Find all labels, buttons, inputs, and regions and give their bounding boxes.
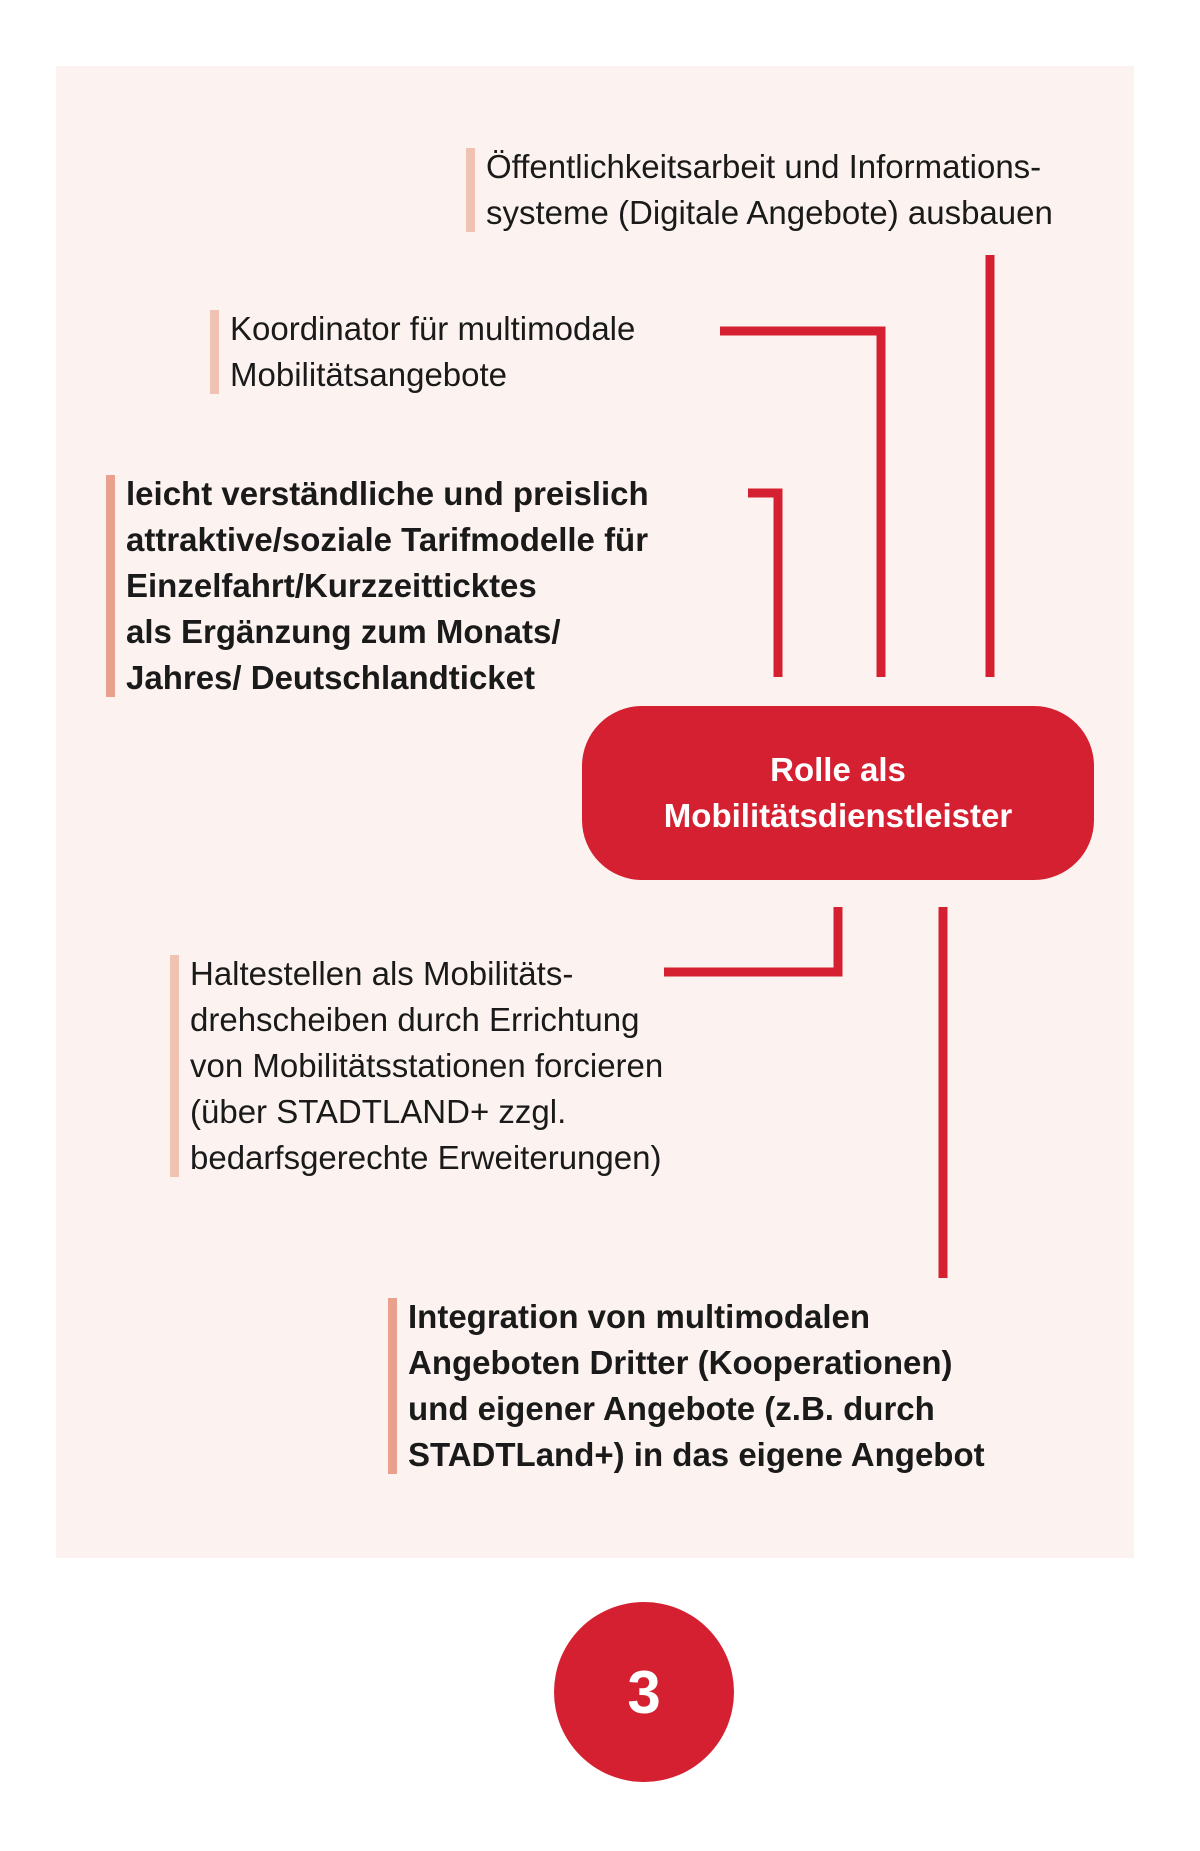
center-node-line: Rolle als	[770, 751, 906, 788]
center-node	[582, 706, 1094, 880]
connector-tarif	[748, 493, 778, 677]
note-bar	[388, 1298, 397, 1474]
note-haltestellen	[190, 951, 663, 1181]
note-line: STADTLand+) in das eigene Angebot	[408, 1436, 985, 1473]
note-line: Öffentlichkeitsarbeit und Informations-	[486, 148, 1042, 185]
note-bar	[466, 148, 475, 232]
note-bar	[210, 310, 219, 394]
note-line: Jahres/ Deutschlandticket	[126, 659, 535, 696]
note-line: drehscheiben durch Errichtung	[190, 1001, 640, 1038]
note-line: Integration von multimodalen	[408, 1298, 871, 1335]
note-line: von Mobilitätsstationen forcieren	[190, 1047, 664, 1084]
number-badge: 3	[554, 1602, 734, 1782]
note-line: Mobilitätsangebote	[230, 356, 508, 393]
note-line: attraktive/soziale Tarifmodelle für	[126, 521, 649, 558]
note-line: Haltestellen als Mobilitäts-	[190, 955, 574, 992]
note-tarifmodelle	[126, 471, 649, 701]
note-line: und eigener Angebote (z.B. durch	[408, 1390, 935, 1427]
connector-haltestellen	[664, 907, 838, 972]
note-oeffentlichkeitsarbeit	[486, 144, 1053, 236]
note-line: bedarfsgerechte Erweiterungen)	[190, 1139, 662, 1176]
connector-koordinator	[720, 331, 881, 677]
note-line: Angeboten Dritter (Kooperationen)	[408, 1344, 953, 1381]
note-line: Koordinator für multimodale	[230, 310, 636, 347]
note-integration	[408, 1294, 985, 1478]
note-koordinator	[230, 306, 635, 398]
note-line: leicht verständliche und preislich	[126, 475, 649, 512]
note-line: als Ergänzung zum Monats/	[126, 613, 561, 650]
note-bar	[170, 955, 179, 1177]
note-line: (über STADTLAND+ zzgl.	[190, 1093, 567, 1130]
center-node-line: Mobilitätsdienstleister	[663, 797, 1013, 834]
note-line: systeme (Digitale Angebote) ausbauen	[486, 194, 1053, 231]
note-bar	[106, 475, 115, 697]
note-line: Einzelfahrt/Kurzzeitticktes	[126, 567, 537, 604]
